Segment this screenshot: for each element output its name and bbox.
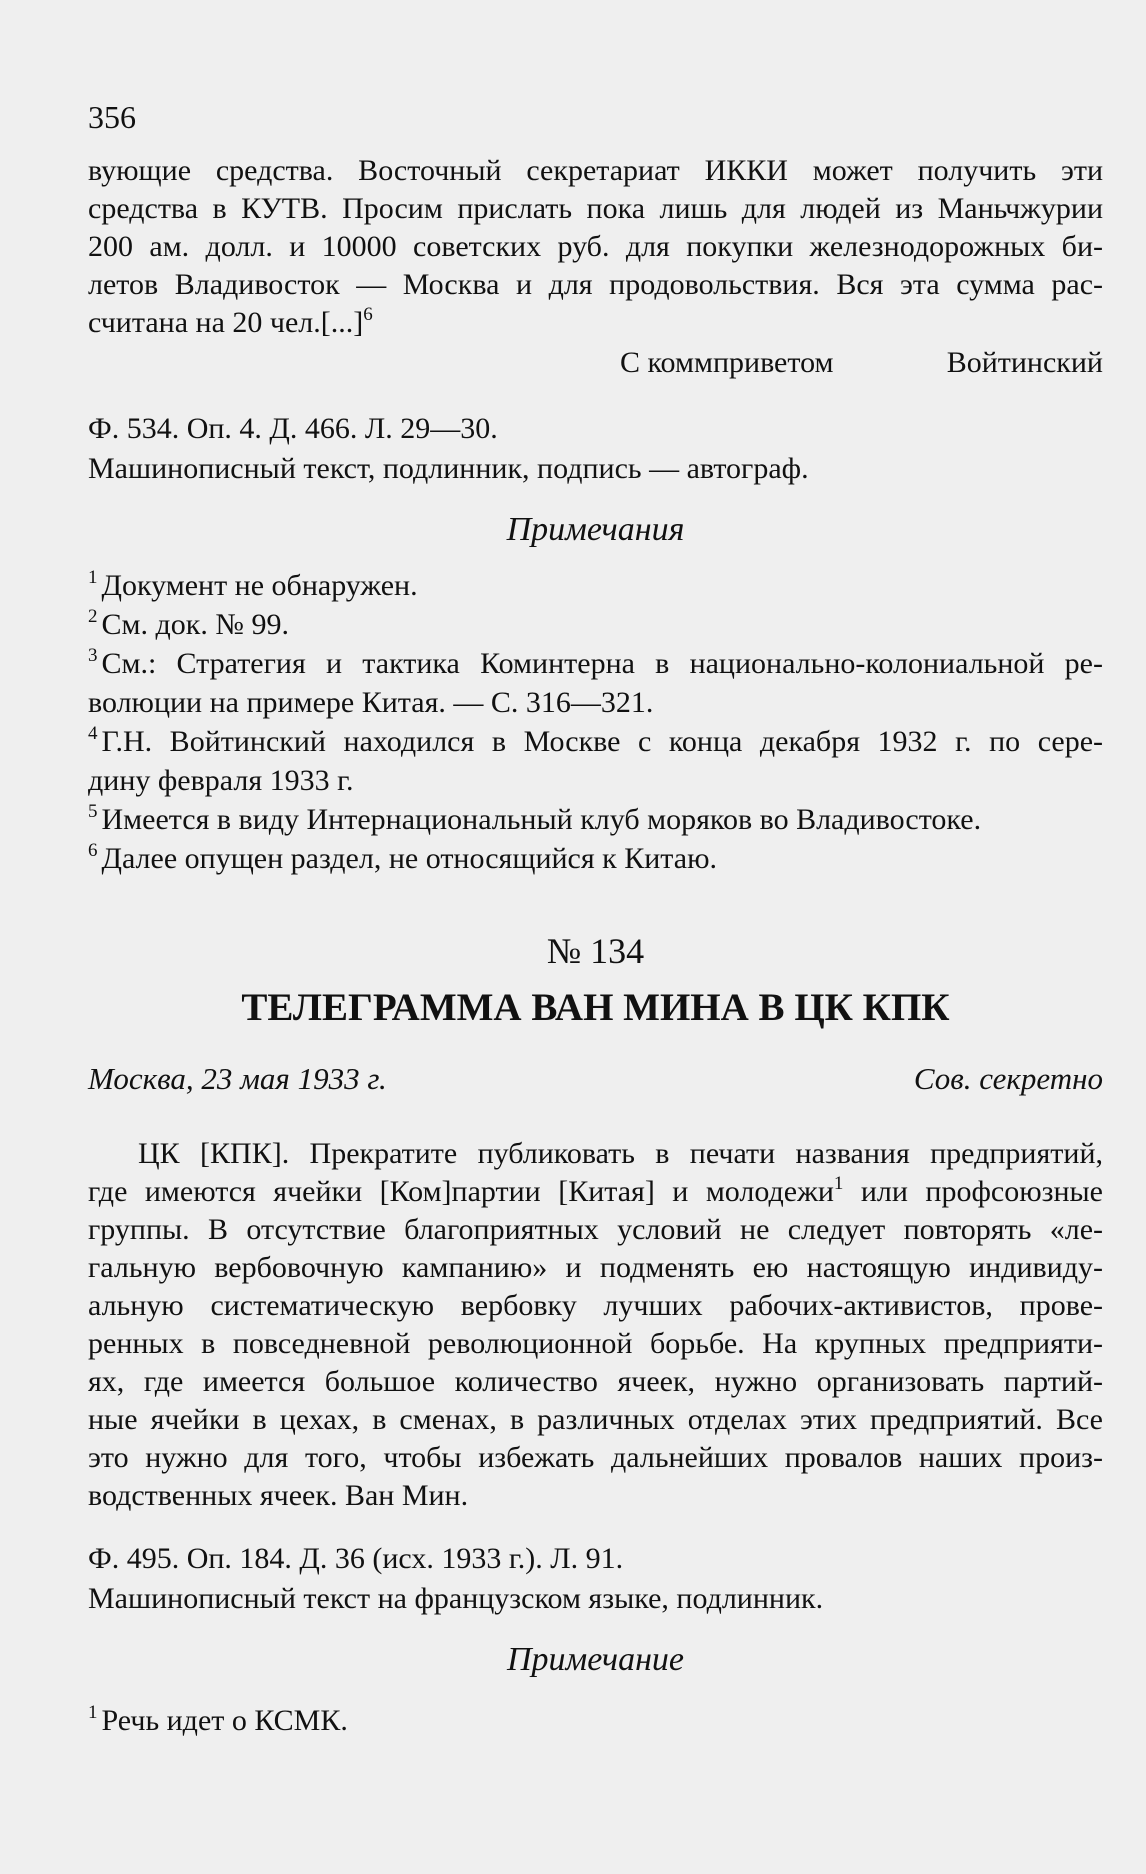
footnote-text: Имеется в виду Интернациональный клуб моряков во Владивостоке.	[101, 803, 982, 836]
document-description: Машинописный текст, подлинник, подпись — автограф.	[88, 452, 809, 485]
letter-line: летов Владивосток — Москва и для продовольствия. Вся эта сумма рас-	[88, 268, 1103, 301]
body-line: ренных в повседневной революционной борьбе. На крупных предприяти-	[88, 1327, 1103, 1360]
footnote-number: 1	[88, 567, 98, 588]
signature	[620, 344, 1103, 382]
footnote	[88, 801, 1103, 839]
footnote-number: 2	[88, 606, 98, 627]
footnote-text: Речь идет о КСМК.	[101, 1704, 348, 1737]
body-line: водственных ячеек. Ван Мин.	[88, 1479, 469, 1512]
footnote	[88, 645, 1103, 683]
footnote-number: 6	[88, 840, 98, 861]
footnote	[88, 723, 1103, 761]
letter-line: средства в КУТВ. Просим прислать пока лишь для людей из Маньчжурии	[88, 192, 1103, 225]
footnote-text: Г.Н. Войтинский находился в Москве с конца декабря 1932 г. по сере-	[101, 725, 1103, 758]
document-description: Машинописный текст на французском языке, подлинник.	[88, 1582, 824, 1615]
page-number: 356	[88, 99, 136, 135]
footnote-text: См. док. № 99.	[101, 608, 289, 641]
footnote-continuation: дину февраля 1933 г.	[88, 764, 354, 797]
archive-reference: Ф. 534. Оп. 4. Д. 466. Л. 29—30.	[88, 412, 498, 445]
classification-stamp: Сов. секретно	[913, 1061, 1103, 1096]
body-line: гальную вербовочную кампанию» и подменять ею настоящую индивиду-	[88, 1251, 1103, 1284]
letter-line: вующие средства. Восточный секретариат ИККИ может получить эти	[88, 154, 1103, 187]
body-line: ЦК [КПК]. Прекратите публиковать в печати названия предприятий,	[138, 1137, 1103, 1170]
document-title: ТЕЛЕГРАММА ВАН МИНА В ЦК КПК	[241, 986, 950, 1029]
footnote-text: См.: Стратегия и тактика Коминтерна в национально-колониальной ре-	[101, 647, 1103, 680]
footnote	[88, 567, 1103, 605]
archive-reference: Ф. 495. Оп. 184. Д. 36 (исх. 1933 г.). Л. 91.	[88, 1542, 624, 1575]
body-line: альную систематическую вербовку лучших рабочих-активистов, прове-	[88, 1289, 1103, 1322]
signature-greeting: С коммприветом	[620, 346, 834, 379]
body-line: ях, где имеется большое количество ячеек, нужно организовать партий-	[88, 1365, 1103, 1398]
footnote-ref-1: 1	[833, 1173, 844, 1194]
place-date: Москва, 23 мая 1933 г.	[88, 1061, 387, 1096]
footnote	[88, 840, 1103, 878]
footnote-number: 1	[88, 1702, 98, 1723]
document-number: № 134	[546, 931, 645, 971]
body-text: где имеются ячейки [Ком]партии [Китая] и молодежи	[88, 1175, 834, 1208]
letter-last-text: считана на 20 чел.[...]	[88, 306, 364, 339]
footnote-ref-6: 6	[363, 304, 373, 325]
signature-name: Войтинский	[946, 346, 1103, 379]
notes-heading: Примечания	[506, 511, 685, 548]
footnote-number: 3	[88, 645, 98, 666]
footnote-number: 5	[88, 801, 98, 822]
footnote-number: 4	[88, 723, 98, 744]
body-line: это нужно для того, чтобы избежать дальнейших провалов наших произ-	[88, 1441, 1103, 1474]
letter-last-line	[88, 304, 1103, 342]
footnote	[88, 606, 1103, 644]
letter-line: 200 ам. долл. и 10000 советских руб. для покупки железнодорожных би-	[88, 230, 1103, 263]
body-text: или профсоюзные	[843, 1175, 1103, 1208]
footnote	[88, 1702, 1103, 1740]
footnote-text: Документ не обнаружен.	[101, 569, 418, 602]
footnote-continuation: волюции на примере Китая. — С. 316—321.	[88, 686, 654, 719]
notes-heading: Примечание	[506, 1641, 685, 1678]
body-line: группы. В отсутствие благоприятных условий не следует повторять «ле-	[88, 1213, 1103, 1246]
footnote-text: Далее опущен раздел, не относящийся к Китаю.	[101, 842, 718, 875]
body-line: ные ячейки в цехах, в сменах, в различных отделах этих предприятий. Все	[88, 1403, 1103, 1436]
body-line	[88, 1173, 1103, 1211]
